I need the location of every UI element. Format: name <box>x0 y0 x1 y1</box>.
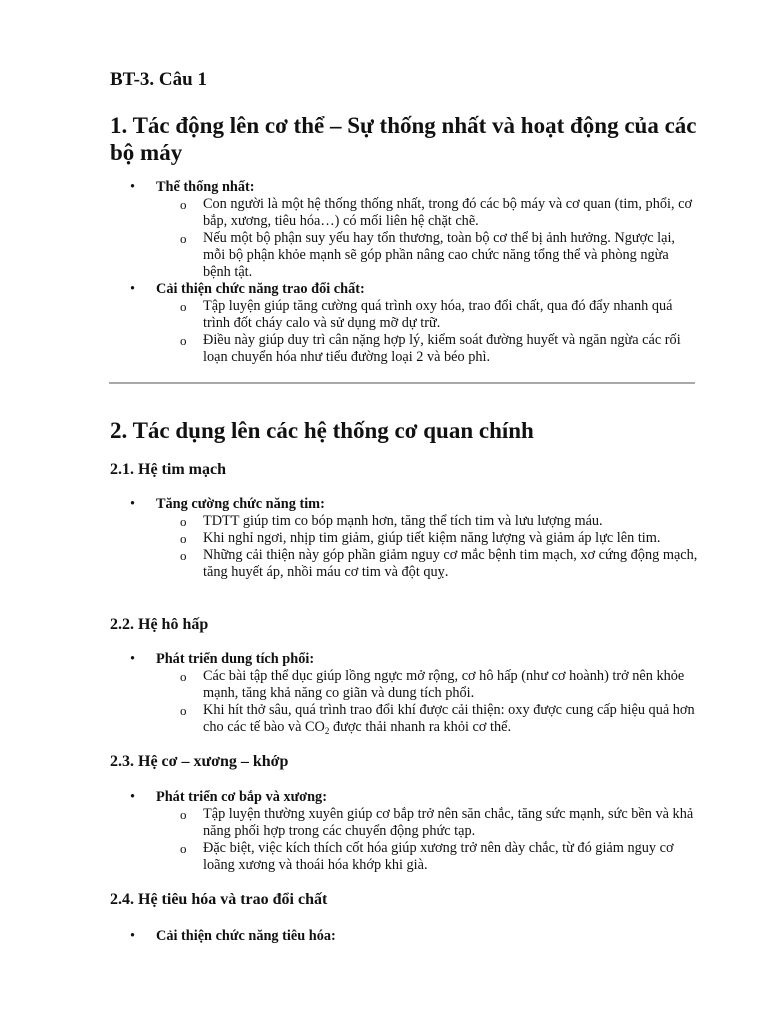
circle-bullet-icon: o <box>180 299 187 314</box>
circle-bullet-icon: o <box>180 807 187 822</box>
circle-bullet-icon: o <box>180 531 187 546</box>
section-1-heading: 1. Tác động lên cơ thể – Sự thống nhất và hoạt động của các bộ máy <box>110 113 697 165</box>
bullet-icon: • <box>130 281 136 297</box>
list-item-label: Cải thiện chức năng tiêu hóa: <box>156 928 336 944</box>
sub-list-item-text: Con người là một hệ thống thống nhất, trong đó các bộ máy và cơ quan (tim, phổi, cơ bắp, xương, tiêu hóa…) có mối liên hệ chặt chẽ. <box>203 196 693 229</box>
subsection-heading-2-3: 2.3. Hệ cơ – xương – khớp <box>110 753 289 770</box>
circle-bullet-icon: o <box>180 703 187 718</box>
sub-list-item-text: TDTT giúp tim co bóp mạnh hơn, tăng thể tích tim và lưu lượng máu. <box>203 513 603 529</box>
subsection-heading-2-2: 2.2. Hệ hô hấp <box>110 616 209 633</box>
list-item-label: Phát triển cơ bắp và xương: <box>156 789 327 805</box>
sub-list-item-text: Các bài tập thể dục giúp lồng ngực mở rộng, cơ hô hấp (như cơ hoành) trở nên khỏe mạnh, tăng khả năng co giãn và dung tích phổi. <box>203 668 685 701</box>
bullet-icon: • <box>130 496 136 512</box>
sub-list-item <box>110 332 700 366</box>
subsection-2-2-list <box>110 651 700 740</box>
sub-list-item <box>110 196 700 230</box>
sub-list-item-text: Tập luyện giúp tăng cường quá trình oxy hóa, trao đổi chất, qua đó đẩy nhanh quá trình đốt cháy calo và sử dụng mỡ dự trữ. <box>203 298 673 331</box>
sub-list-item <box>110 840 700 874</box>
subsection-2-1-list <box>110 496 700 581</box>
co2-subscript: 2 <box>324 726 330 736</box>
list-item <box>110 789 700 806</box>
sub-list-item <box>110 806 700 840</box>
sub-list-item <box>110 668 700 702</box>
circle-bullet-icon: o <box>180 669 187 684</box>
list-item-label: Cải thiện chức năng trao đổi chất: <box>156 281 365 297</box>
section-2-heading: 2. Tác dụng lên các hệ thống cơ quan chính <box>110 418 534 443</box>
sub-list-item <box>110 702 700 740</box>
sub-list-item-text: Tập luyện thường xuyên giúp cơ bắp trở nên săn chắc, tăng sức mạnh, sức bền và khả năng phối hợp trong các chuyển động phức tạp. <box>203 806 694 839</box>
list-item <box>110 928 700 945</box>
section-1-list <box>110 179 700 366</box>
horizontal-divider <box>109 382 695 384</box>
sub-list-item-text: Nếu một bộ phận suy yếu hay tổn thương, toàn bộ cơ thể bị ảnh hưởng. Ngược lại, mỗi bộ phận khỏe mạnh sẽ góp phần nâng cao chức năng tổng thể và phòng ngừa bệnh tật. <box>203 230 675 280</box>
subsection-2-4-list <box>110 928 700 945</box>
sub-list-item <box>110 530 700 547</box>
list-item <box>110 496 700 513</box>
sub-list-item <box>110 298 700 332</box>
sub-list-item-text: Đặc biệt, việc kích thích cốt hóa giúp xương trở nên dày chắc, từ đó giảm nguy cơ loãng xương và thoái hóa khớp khi già. <box>203 840 674 873</box>
list-item-label: Tăng cường chức năng tim: <box>156 496 325 512</box>
list-item-label: Phát triển dung tích phổi: <box>156 651 315 667</box>
sub-list-item <box>110 547 700 581</box>
sub-list-item-text: Điều này giúp duy trì cân nặng hợp lý, kiểm soát đường huyết và ngăn ngừa các rối loạn chuyển hóa như tiểu đường loại 2 và béo phì. <box>203 332 681 365</box>
bullet-icon: • <box>130 928 136 944</box>
circle-bullet-icon: o <box>180 197 187 212</box>
sub-list-item-text: Khi nghỉ ngơi, nhịp tim giảm, giúp tiết kiệm năng lượng và giảm áp lực lên tim. <box>203 530 661 546</box>
bullet-icon: • <box>130 179 136 195</box>
list-item <box>110 179 700 196</box>
list-item <box>110 651 700 668</box>
bullet-icon: • <box>130 651 136 667</box>
sub-list-item <box>110 513 700 530</box>
circle-bullet-icon: o <box>180 333 187 348</box>
subsection-heading-2-1: 2.1. Hệ tim mạch <box>110 461 226 478</box>
circle-bullet-icon: o <box>180 548 187 563</box>
circle-bullet-icon: o <box>180 841 187 856</box>
sub-list-item <box>110 230 700 281</box>
list-item <box>110 281 700 298</box>
circle-bullet-icon: o <box>180 231 187 246</box>
sub-list-item-text: Những cải thiện này góp phần giảm nguy cơ mắc bệnh tim mạch, xơ cứng động mạch, tăng huyết áp, nhồi máu cơ tim và đột quỵ. <box>203 547 698 580</box>
subsection-heading-2-4: 2.4. Hệ tiêu hóa và trao đổi chất <box>110 891 328 908</box>
circle-bullet-icon: o <box>180 514 187 529</box>
subsection-2-3-list <box>110 789 700 874</box>
sub-list-item-text: Khi hít thở sâu, quá trình trao đổi khí được cải thiện: oxy được cung cấp hiệu quả hơn cho các tế bào và $CO_2$ được thải nhanh ra khỏi cơ thể. <box>203 702 695 736</box>
list-item-label: Thể thống nhất: <box>156 179 255 195</box>
document-title: BT-3. Câu 1 <box>110 69 207 90</box>
bullet-icon: • <box>130 789 136 805</box>
